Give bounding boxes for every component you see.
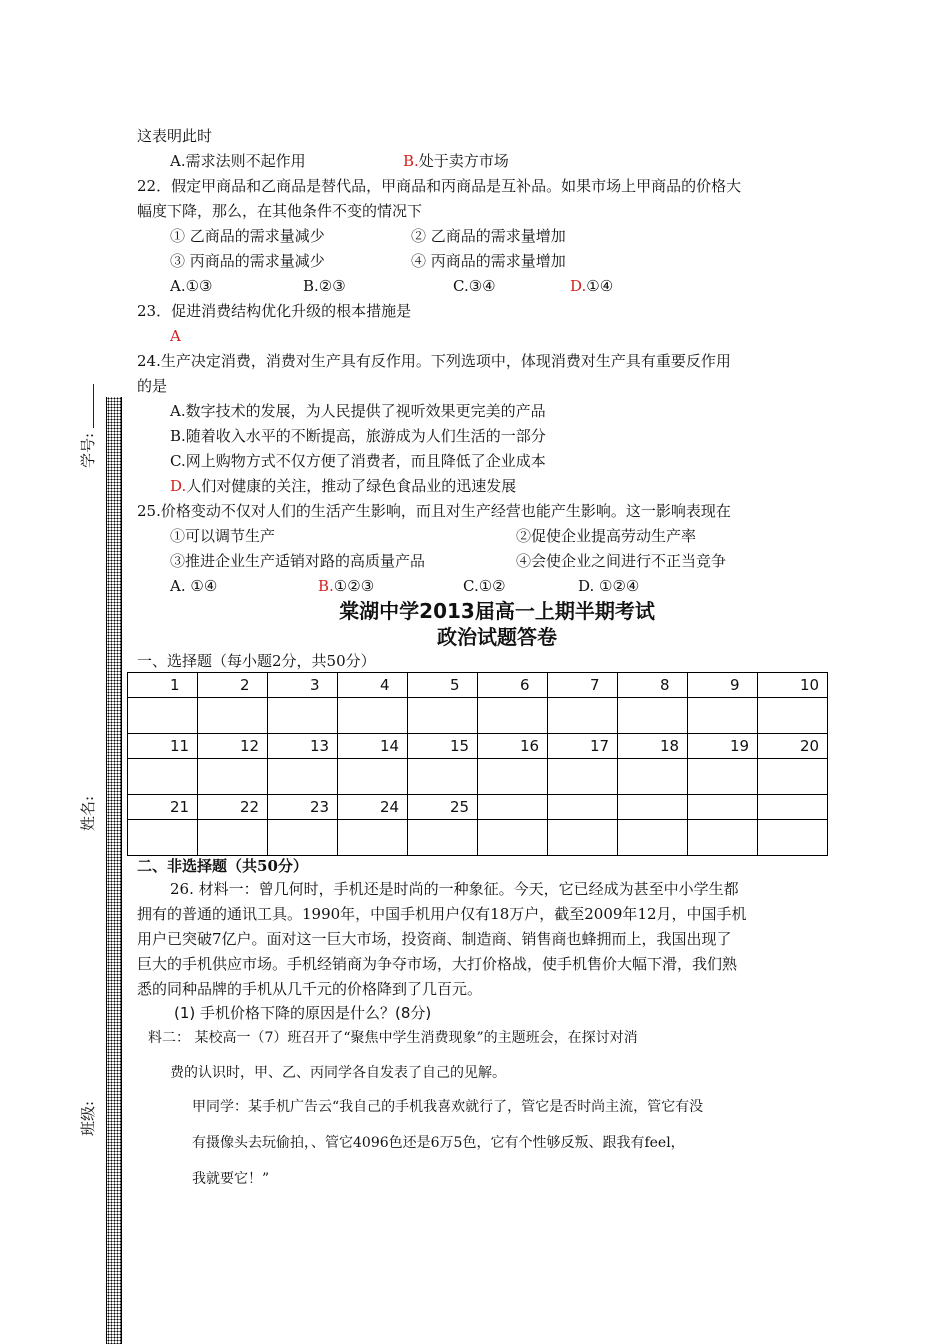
q22-option-d-letter: D. bbox=[570, 277, 587, 295]
grid-number-cell: 17 bbox=[548, 734, 618, 759]
class-label: 班级: bbox=[79, 1100, 98, 1137]
grid-answer-cell[interactable] bbox=[548, 698, 618, 734]
q21-option-b-text: 处于卖方市场 bbox=[418, 152, 509, 170]
student-jia-line1: 甲同学：某手机广告云“我自己的手机我喜欢就行了，管它是否时尚主流，管它有没 bbox=[192, 1099, 704, 1115]
q22-item3: ③ 丙商品的需求量减少 bbox=[170, 252, 325, 270]
grid-number-cell: 21 bbox=[128, 795, 198, 820]
grid-answer-cell[interactable] bbox=[688, 759, 758, 795]
grid-number-cell: 3 bbox=[268, 673, 338, 698]
grid-answer-cell[interactable] bbox=[198, 759, 268, 795]
q22-option-d-text: ①④ bbox=[586, 277, 614, 295]
grid-answer-cell[interactable] bbox=[338, 759, 408, 795]
grid-number-cell: 25 bbox=[408, 795, 478, 820]
grid-answer-cell[interactable] bbox=[338, 820, 408, 856]
q26-para-line5: 悉的同种品牌的手机从几千元的价格降到了几百元。 bbox=[137, 980, 483, 998]
student-jia-line2: 有摄像头去玩偷拍，、管它4096色还是6万5色，它有个性够反叛、跟我有feel， bbox=[192, 1135, 685, 1151]
grid-number-cell: 22 bbox=[198, 795, 268, 820]
q26-sub1: (1) 手机价格下降的原因是什么？(8分) bbox=[174, 1004, 432, 1022]
q25-option-b-text: ①②③ bbox=[333, 577, 375, 595]
grid-number-cell: 24 bbox=[338, 795, 408, 820]
exam-title: 棠湖中学2013届高一上期半期考试 bbox=[339, 599, 655, 623]
grid-number-cell: 16 bbox=[478, 734, 548, 759]
grid-answer-cell[interactable] bbox=[758, 759, 828, 795]
grid-answer-cell[interactable] bbox=[198, 698, 268, 734]
q24-line2: 的是 bbox=[137, 377, 168, 395]
grid-answer-cell[interactable] bbox=[548, 820, 618, 856]
grid-answer-cell[interactable] bbox=[268, 698, 338, 734]
grid-number-cell: 1 bbox=[128, 673, 198, 698]
answer-grid-blank-row bbox=[128, 759, 828, 795]
grid-answer-cell[interactable] bbox=[408, 698, 478, 734]
student-jia-line3: 我就要它！” bbox=[192, 1171, 270, 1187]
q22-line2: 幅度下降，那么，在其他条件不变的情况下 bbox=[137, 202, 423, 220]
q24-option-d bbox=[170, 476, 516, 496]
grid-answer-cell[interactable] bbox=[618, 820, 688, 856]
grid-answer-cell[interactable] bbox=[128, 698, 198, 734]
grid-number-cell: 7 bbox=[548, 673, 618, 698]
q24-option-d-text: 人们对健康的关注，推动了绿色食品业的迅速发展 bbox=[186, 477, 517, 495]
grid-answer-cell[interactable] bbox=[688, 698, 758, 734]
grid-answer-cell[interactable] bbox=[758, 698, 828, 734]
q24-option-a: A.数字技术的发展，为人民提供了视听效果更完美的产品 bbox=[170, 402, 546, 420]
grid-answer-cell[interactable] bbox=[128, 759, 198, 795]
grid-number-cell: 8 bbox=[618, 673, 688, 698]
q24-line1: 24.生产决定消费，消费对生产具有反作用。下列选项中，体现消费对生产具有重要反作用 bbox=[137, 352, 731, 370]
grid-answer-cell[interactable] bbox=[128, 820, 198, 856]
grid-number-cell: 5 bbox=[408, 673, 478, 698]
q25-option-c: C.①② bbox=[463, 577, 506, 595]
answer-grid-blank-row bbox=[128, 698, 828, 734]
q25-line1: 25.价格变动不仅对人们的生活产生影响，而且对生产经营也能产生影响。这一影响表现在 bbox=[137, 502, 731, 520]
q22-item2: ② 乙商品的需求量增加 bbox=[411, 227, 566, 245]
student-id-label: 学号: bbox=[79, 432, 98, 469]
q24-option-c: C.网上购物方式不仅方便了消费者，而且降低了企业成本 bbox=[170, 452, 546, 470]
grid-answer-cell[interactable] bbox=[408, 820, 478, 856]
q25-item1: ①可以调节生产 bbox=[170, 527, 276, 545]
grid-answer-cell[interactable] bbox=[758, 820, 828, 856]
grid-answer-cell[interactable] bbox=[268, 820, 338, 856]
q22-option-d bbox=[570, 276, 613, 296]
q26-para-line4: 巨大的手机供应市场。手机经销商为争夺市场，大打价格战，使手机售价大幅下滑，我们熟 bbox=[137, 955, 738, 973]
answer-grid-number-row bbox=[128, 795, 828, 820]
grid-answer-cell[interactable] bbox=[688, 820, 758, 856]
q22-item1: ① 乙商品的需求量减少 bbox=[170, 227, 325, 245]
q24-option-d-letter: D. bbox=[170, 477, 187, 495]
grid-answer-cell[interactable] bbox=[478, 698, 548, 734]
material2-line2: 费的认识时，甲、乙、丙同学各自发表了自己的见解。 bbox=[170, 1065, 506, 1081]
q21-tail: 这表明此时 bbox=[137, 127, 213, 145]
grid-number-cell: 9 bbox=[688, 673, 758, 698]
grid-number-cell: 19 bbox=[688, 734, 758, 759]
grid-answer-cell[interactable] bbox=[548, 759, 618, 795]
grid-answer-cell[interactable] bbox=[338, 698, 408, 734]
q26-para-line3: 用户已突破7亿户。面对这一巨大市场，投资商、制造商、销售商也蜂拥而上，我国出现了 bbox=[137, 930, 732, 948]
q25-item2: ②促使企业提高劳动生产率 bbox=[516, 527, 697, 545]
q21-option-b-letter: B. bbox=[403, 152, 419, 170]
q23-line1: 23．促进消费结构优化升级的根本措施是 bbox=[137, 302, 412, 320]
grid-answer-cell[interactable] bbox=[618, 698, 688, 734]
grid-number-cell: 23 bbox=[268, 795, 338, 820]
grid-number-cell: 10 bbox=[758, 673, 828, 698]
grid-answer-cell[interactable] bbox=[268, 759, 338, 795]
grid-number-cell: 20 bbox=[758, 734, 828, 759]
grid-answer-cell[interactable] bbox=[618, 759, 688, 795]
section1-heading: 一、选择题（每小题2分，共50分） bbox=[137, 652, 376, 670]
q25-item4: ④会使企业之间进行不正当竞争 bbox=[516, 552, 727, 570]
grid-number-cell bbox=[618, 795, 688, 820]
q22-item4: ④ 丙商品的需求量增加 bbox=[411, 252, 566, 270]
material2-line1: 料二： 某校高一（7）班召开了“聚焦中学生消费现象”的主题班会，在探讨对消 bbox=[148, 1030, 638, 1046]
q23-answer: A bbox=[170, 327, 181, 345]
q26-para-line1: 26. 材料一：曾几何时，手机还是时尚的一种象征。今天，它已经成为甚至中小学生都 bbox=[170, 880, 739, 898]
grid-number-cell bbox=[758, 795, 828, 820]
q22-option-b: B.②③ bbox=[303, 277, 346, 295]
grid-answer-cell[interactable] bbox=[198, 820, 268, 856]
answer-grid bbox=[127, 672, 828, 856]
grid-answer-cell[interactable] bbox=[478, 820, 548, 856]
q21-option-a: A.需求法则不起作用 bbox=[170, 152, 306, 170]
q25-option-d: D. ①②④ bbox=[578, 577, 640, 595]
grid-answer-cell[interactable] bbox=[408, 759, 478, 795]
grid-answer-cell[interactable] bbox=[478, 759, 548, 795]
q22-line1: 22．假定甲商品和乙商品是替代品，甲商品和丙商品是互补品。如果市场上甲商品的价格大 bbox=[137, 177, 742, 195]
q25-option-b-letter: B. bbox=[318, 577, 334, 595]
grid-number-cell bbox=[548, 795, 618, 820]
student-id-underline bbox=[93, 384, 94, 428]
answer-grid-blank-row bbox=[128, 820, 828, 856]
grid-number-cell: 2 bbox=[198, 673, 268, 698]
exam-subtitle: 政治试题答卷 bbox=[437, 625, 557, 649]
q26-para-line2: 拥有的普通的通讯工具。1990年，中国手机用户仅有18万户，截至2009年12月，中国手机 bbox=[137, 905, 747, 923]
section2-heading: 二、非选择题（共50分） bbox=[137, 857, 308, 875]
grid-number-cell: 18 bbox=[618, 734, 688, 759]
grid-number-cell bbox=[478, 795, 548, 820]
answer-grid-number-row bbox=[128, 673, 828, 698]
grid-number-cell: 13 bbox=[268, 734, 338, 759]
q25-option-a: A. ①④ bbox=[170, 577, 218, 595]
q22-option-a: A.①③ bbox=[170, 277, 213, 295]
q24-option-b: B.随着收入水平的不断提高，旅游成为人们生活的一部分 bbox=[170, 427, 546, 445]
q25-option-b bbox=[318, 576, 374, 596]
grid-number-cell bbox=[688, 795, 758, 820]
grid-number-cell: 11 bbox=[128, 734, 198, 759]
binding-strip bbox=[106, 397, 122, 1344]
grid-number-cell: 14 bbox=[338, 734, 408, 759]
q25-item3: ③推进企业生产适销对路的高质量产品 bbox=[170, 552, 426, 570]
answer-grid-number-row bbox=[128, 734, 828, 759]
q21-option-b bbox=[403, 151, 509, 171]
grid-number-cell: 6 bbox=[478, 673, 548, 698]
name-label: 姓名: bbox=[79, 795, 98, 832]
q22-option-c: C.③④ bbox=[453, 277, 496, 295]
grid-number-cell: 12 bbox=[198, 734, 268, 759]
grid-number-cell: 15 bbox=[408, 734, 478, 759]
grid-number-cell: 4 bbox=[338, 673, 408, 698]
